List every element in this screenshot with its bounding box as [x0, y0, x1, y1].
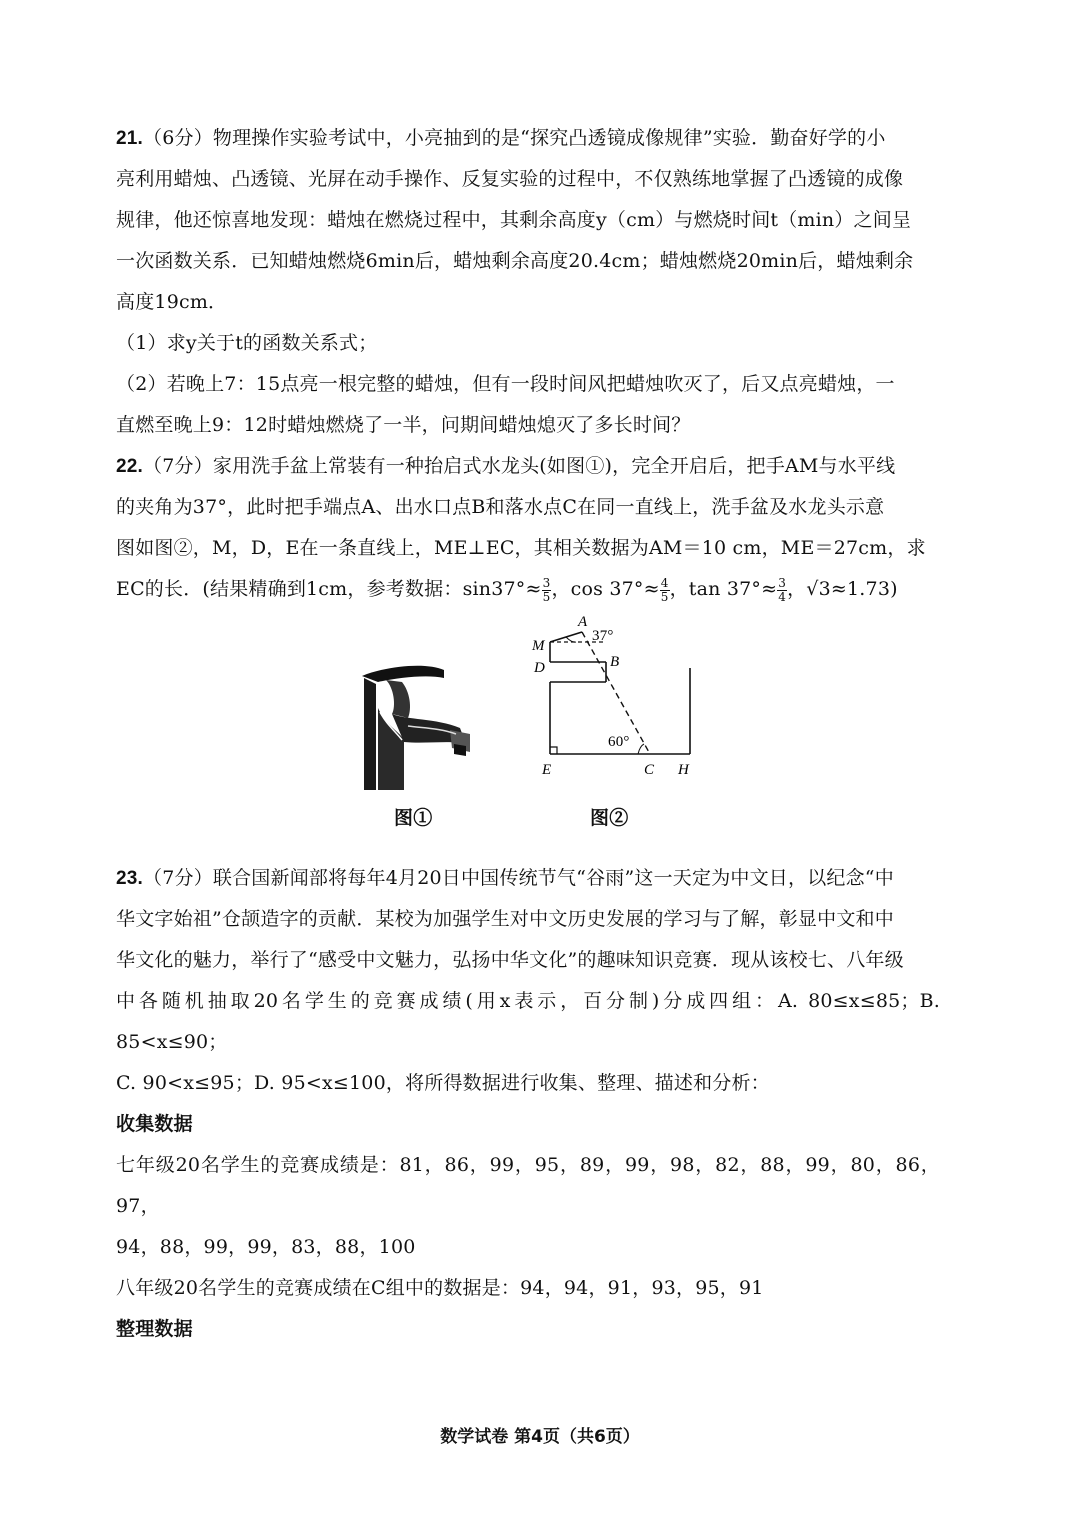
q21-sub-2-line-1: （2）若晚上7：15点亮一根完整的蜡烛，但有一段时间风把蜡烛吹灭了，后又点亮蜡烛，一 [116, 373, 895, 395]
faucet-figure [356, 648, 476, 798]
grade8-c-group-scores: 八年级20名学生的竞赛成绩在C组中的数据是：94，94，91，93，95，91 [116, 1277, 764, 1299]
q23-line-3: 华文化的魅力，举行了“感受中文魅力，弘扬中华文化”的趣味知识竞赛．现从该校七、八年级 [116, 949, 904, 971]
label-D: D [534, 660, 546, 676]
q22-line-4: EC的长．(结果精确到1cm，参考数据：sin37°≈ $\frac{3}{5}$ ，cos 37°≈ $\frac{4}{5}$ ，tan 37°≈ $\frac{3}{4}$ ，√3≈1.73) [116, 575, 898, 604]
figure-2-caption: 图② [590, 807, 629, 829]
fraction-3-4: $\frac{3}{4}$ [778, 575, 787, 604]
exam-content [116, 118, 940, 1350]
question-23 [116, 858, 940, 1350]
q23-number: 23. [116, 868, 144, 889]
label-angle-60: 60° [608, 734, 630, 750]
label-H: H [678, 762, 690, 778]
page-footer: 数学试卷 第4页（共6页） [440, 1427, 640, 1447]
q23-line-1: 23.（7分）联合国新闻部将每年4月20日中国传统节气“谷雨”这一天定为中文日，以纪念“中 [116, 867, 894, 889]
q23-line-4: 中各随机抽取20名学生的竞赛成绩(用x表示，百分制)分成四组：A. 80≤x≤85；B. 85<x≤90； [116, 990, 940, 1053]
heading-organize-data: 整理数据 [116, 1318, 193, 1340]
label-E: E [542, 762, 552, 778]
grade7-scores-line-2: 94，88，99，99，83，88，100 [116, 1236, 416, 1258]
fraction-3-5: $\frac{3}{5}$ [542, 575, 551, 604]
q23-line-2: 华文字始祖”仓颉造字的贡献．某校为加强学生对中文历史发展的学习与了解，彰显中文和中 [116, 908, 894, 930]
sink-schematic-figure [516, 610, 716, 795]
q21-number: 21. [116, 128, 144, 149]
q21-line-2: 亮利用蜡烛、凸透镜、光屏在动手操作、反复实验的过程中，不仅熟练地掌握了凸透镜的成像 [116, 168, 904, 190]
figure-1-caption: 图① [394, 807, 433, 829]
q21-line-1: 21.（6分）物理操作实验考试中，小亮抽到的是“探究凸透镜成像规律”实验．勤奋好学的小 [116, 127, 886, 149]
q23-line-5: C. 90<x≤95；D. 95<x≤100，将所得数据进行收集、整理、描述和分析： [116, 1072, 770, 1094]
label-C: C [644, 762, 655, 778]
heading-collect-data: 收集数据 [116, 1113, 193, 1135]
label-A: A [578, 614, 588, 630]
q22-figures [116, 610, 940, 858]
label-M: M [532, 638, 545, 654]
q21-line-3: 规律，他还惊喜地发现：蜡烛在燃烧过程中，其剩余高度y（cm）与燃烧时间t（min）之间呈 [116, 209, 912, 231]
q21-sub-1: （1）求y关于t的函数关系式； [116, 332, 378, 354]
q22-number: 22. [116, 456, 144, 477]
q21-line-5: 高度19cm． [116, 291, 228, 313]
q22-line-1: 22.（7分）家用洗手盆上常装有一种抬启式水龙头(如图①)，完全开启后，把手AM与水平线 [116, 455, 896, 477]
q22-line-2: 的夹角为37°，此时把手端点A、出水口点B和落水点C在同一直线上，洗手盆及水龙头示意 [116, 496, 885, 518]
q21-sub-2-line-2: 直燃至晚上9：12时蜡烛燃烧了一半，问期间蜡烛熄灭了多长时间？ [116, 414, 691, 436]
label-B: B [610, 654, 620, 670]
grade7-scores-line-1: 七年级20名学生的竞赛成绩是：81，86，99，95，89，99，98，82，88，99，80，86，97， [116, 1154, 940, 1217]
fraction-4-5: $\frac{4}{5}$ [660, 575, 669, 604]
q22-line-3: 图如图②，M，D，E在一条直线上，ME⊥EC，其相关数据为AM＝10 cm，ME＝27cm，求 [116, 537, 926, 559]
question-22 [116, 446, 940, 858]
label-angle-37: 37° [592, 628, 614, 644]
question-21 [116, 118, 940, 446]
q21-line-4: 一次函数关系．已知蜡烛燃烧6min后，蜡烛剩余高度20.4cm；蜡烛燃烧20min后，蜡烛剩余 [116, 250, 914, 272]
